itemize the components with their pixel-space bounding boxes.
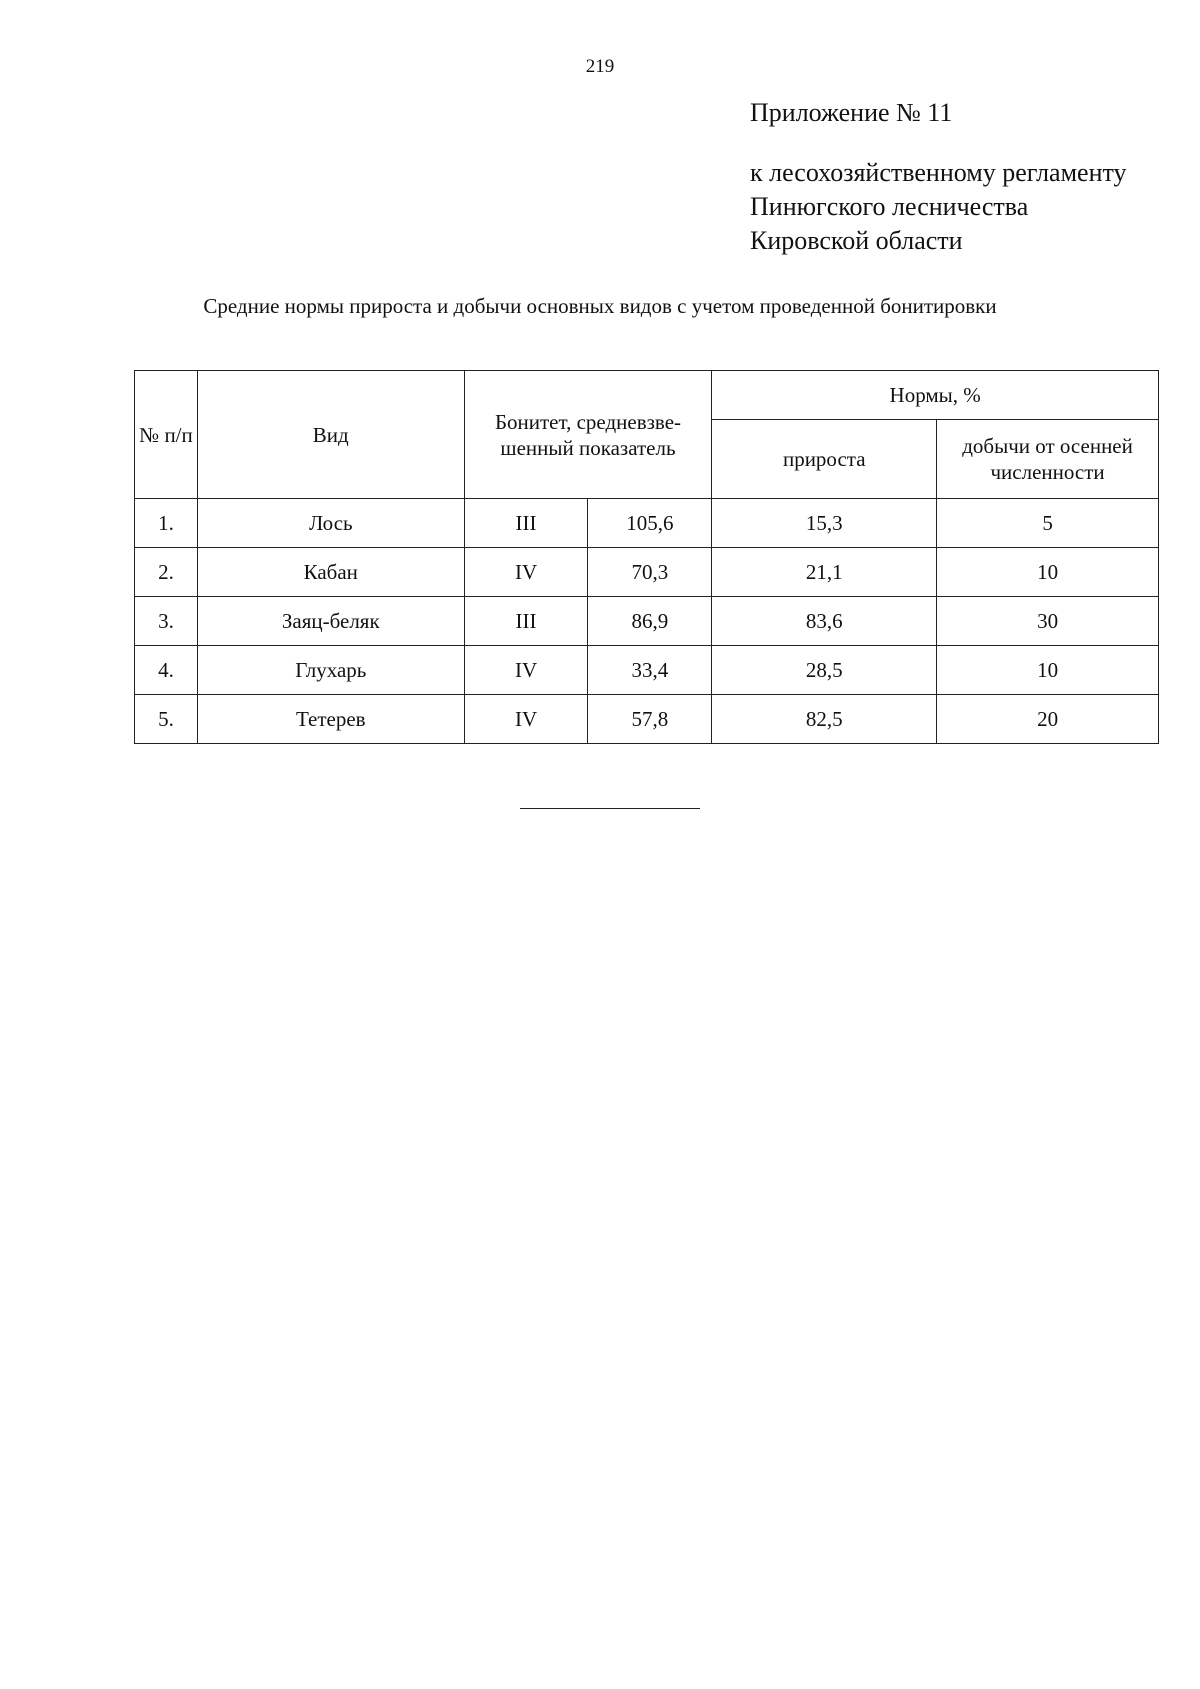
- cell-number: 4.: [135, 646, 198, 695]
- norms-table: [134, 370, 1159, 744]
- cell-class: IV: [464, 548, 588, 597]
- header-number: № п/п: [135, 371, 198, 499]
- appendix-line: к лесохозяйственному регламенту: [750, 158, 1127, 187]
- cell-growth: 83,6: [712, 597, 937, 646]
- table-row: [135, 646, 1159, 695]
- appendix-title: Приложение № 11: [750, 98, 953, 127]
- cell-index: 33,4: [588, 646, 712, 695]
- cell-growth: 82,5: [712, 695, 937, 744]
- table-row: [135, 499, 1159, 548]
- cell-species: Заяц-беляк: [197, 597, 464, 646]
- cell-growth: 15,3: [712, 499, 937, 548]
- cell-number: 1.: [135, 499, 198, 548]
- appendix-block: [750, 96, 1127, 258]
- cell-harvest: 10: [937, 548, 1159, 597]
- cell-species: Тетерев: [197, 695, 464, 744]
- cell-index: 70,3: [588, 548, 712, 597]
- cell-class: IV: [464, 695, 588, 744]
- table-row: [135, 695, 1159, 744]
- cell-harvest: 20: [937, 695, 1159, 744]
- cell-harvest: 5: [937, 499, 1159, 548]
- header-bonitet: Бонитет, средневзве-шенный показатель: [464, 371, 712, 499]
- appendix-line: Кировской области: [750, 226, 963, 255]
- table-header-row: [135, 371, 1159, 420]
- header-species: Вид: [197, 371, 464, 499]
- cell-growth: 21,1: [712, 548, 937, 597]
- cell-index: 57,8: [588, 695, 712, 744]
- cell-index: 105,6: [588, 499, 712, 548]
- appendix-subtitle: [750, 156, 1127, 258]
- appendix-line: Пинюгского лесничества: [750, 192, 1029, 221]
- cell-species: Кабан: [197, 548, 464, 597]
- cell-number: 5.: [135, 695, 198, 744]
- cell-species: Глухарь: [197, 646, 464, 695]
- cell-class: III: [464, 499, 588, 548]
- cell-harvest: 30: [937, 597, 1159, 646]
- cell-class: IV: [464, 646, 588, 695]
- cell-growth: 28,5: [712, 646, 937, 695]
- cell-species: Лось: [197, 499, 464, 548]
- table-row: [135, 548, 1159, 597]
- cell-number: 2.: [135, 548, 198, 597]
- cell-class: III: [464, 597, 588, 646]
- header-norms: Нормы, %: [712, 371, 1159, 420]
- document-heading: Средние нормы прироста и добычи основных видов с учетом проведенной бонитировки: [203, 294, 997, 318]
- table-row: [135, 597, 1159, 646]
- cell-index: 86,9: [588, 597, 712, 646]
- page-number: 219: [585, 56, 615, 77]
- cell-number: 3.: [135, 597, 198, 646]
- footer-divider: [520, 808, 700, 809]
- cell-harvest: 10: [937, 646, 1159, 695]
- header-growth: прироста: [712, 420, 937, 499]
- header-harvest: добычи от осенней численности: [937, 420, 1159, 499]
